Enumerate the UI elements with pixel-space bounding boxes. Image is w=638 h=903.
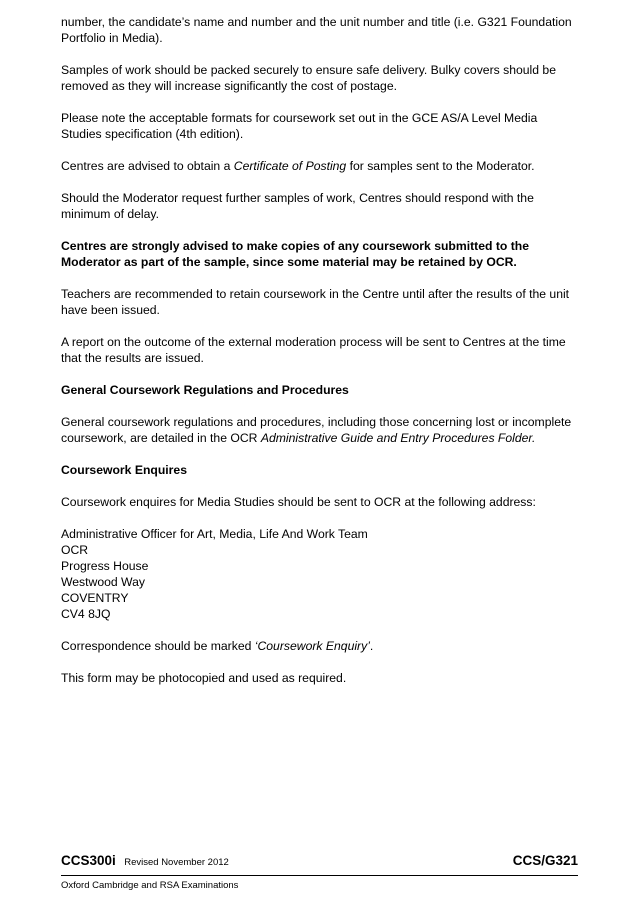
address-line: OCR: [61, 543, 89, 557]
address-line: Westwood Way: [61, 575, 145, 589]
paragraph-correspondence: [61, 638, 581, 654]
paragraph-photocopy: This form may be photocopied and used as required.: [61, 671, 347, 685]
italic-text: Certificate of Posting: [233, 159, 347, 173]
text-segment: for samples sent to the Moderator.: [346, 159, 535, 173]
address-line: CV4 8JQ: [61, 607, 111, 621]
italic-text: Administrative Guide and Entry Procedures Folder.: [260, 431, 536, 445]
paragraph-regulations: [61, 414, 581, 446]
paragraph-certificate-of-posting: [61, 158, 581, 174]
paragraph-further-samples: Should the Moderator request further samples of work, Centres should respond with the minimum of delay.: [61, 191, 534, 221]
text-segment: Correspondence should be marked: [61, 639, 255, 653]
paragraph-moderation-report: A report on the outcome of the external moderation process will be sent to Centres at the time that the results are issued.: [61, 335, 566, 365]
paragraph-packing: Samples of work should be packed securely to ensure safe delivery. Bulky covers should be removed as they will increase significantly the cost of postage.: [61, 63, 556, 93]
paragraph-candidate-details: number, the candidate’s name and number and the unit number and title (i.e. G321 Foundation Portfolio in Media).: [61, 15, 572, 45]
paragraph-acceptable-formats: Please note the acceptable formats for coursework set out in the GCE AS/A Level Media Studies specification (4th edition).: [61, 111, 538, 141]
footer-top-row: [61, 852, 578, 870]
address-line: COVENTRY: [61, 591, 129, 605]
footer-left: [61, 852, 229, 870]
organisation-name: Oxford Cambridge and RSA Examinations: [61, 880, 239, 891]
postal-address: [61, 526, 581, 622]
paragraph-retain-coursework: Teachers are recommended to retain coursework in the Centre until after the results of the unit have been issued.: [61, 287, 570, 317]
footer-divider: [61, 875, 578, 876]
text-segment: General coursework regulations and procedures, including those concerning lost or incomplete coursework, are detailed in the OCR: [61, 415, 572, 445]
text-segment: .: [369, 639, 374, 653]
revision-date: Revised November 2012: [124, 857, 229, 868]
italic-text: ‘Coursework Enquiry’: [254, 639, 370, 653]
form-code: CCS300i: [61, 853, 116, 868]
address-line: Administrative Officer for Art, Media, Life And Work Team: [61, 527, 368, 541]
section-heading-enquires: Coursework Enquires: [61, 463, 187, 477]
page-footer: [61, 852, 578, 891]
paragraph-copies-warning: Centres are strongly advised to make copies of any coursework submitted to the Moderator as part of the sample, since some material may be retained by OCR.: [61, 239, 529, 269]
text-segment: Centres are advised to obtain a: [61, 159, 234, 173]
paragraph-enquires: Coursework enquires for Media Studies should be sent to OCR at the following address:: [61, 495, 536, 509]
unit-reference: CCS/G321: [512, 853, 578, 868]
address-line: Progress House: [61, 559, 149, 573]
section-heading-regulations: General Coursework Regulations and Procedures: [61, 383, 349, 397]
document-body: [61, 14, 581, 702]
